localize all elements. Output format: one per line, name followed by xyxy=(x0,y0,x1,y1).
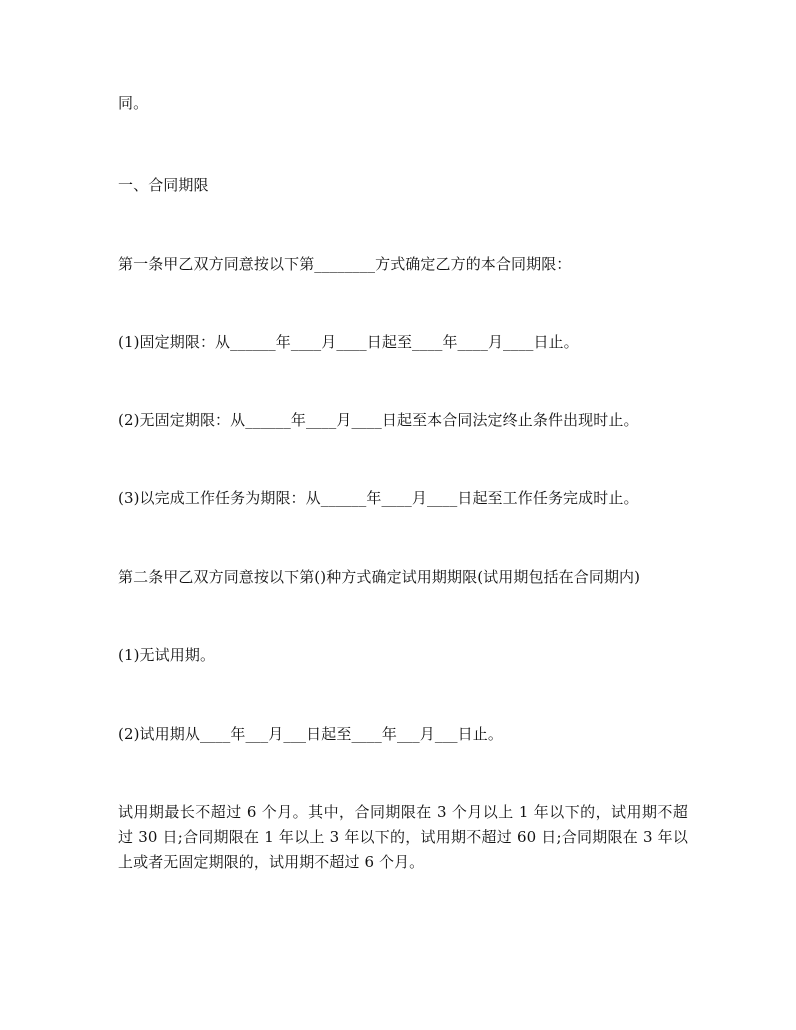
article-two-text: 第二条甲乙双方同意按以下第()种方式确定试用期期限(试用期包括在合同期内) xyxy=(118,568,641,586)
probation-period-option: (2)试用期从____年___月___日起至____年___月___日止。 xyxy=(118,725,503,743)
probation-limit-note: 试用期最长不超过 6 个月。其中，合同期限在 3 个月以上 1 年以下的，试用期不超过 30 日;合同期限在 1 年以上 3 年以下的，试用期不超过 60 日;合同期限在 3 年以上或者无固定期限的，试用期不超过 6 个月。 xyxy=(118,803,688,871)
paragraph-continuation: 同。 xyxy=(118,94,149,112)
open-term-option: (2)无固定期限：从______年____月____日起至本合同法定终止条件出现时止。 xyxy=(118,411,639,429)
no-probation-option: (1)无试用期。 xyxy=(118,646,216,664)
section-heading-contract-term: 一、合同期限 xyxy=(118,176,209,194)
fixed-term-option: (1)固定期限：从______年____月____日起至____年____月____日止。 xyxy=(118,333,579,351)
task-term-option: (3)以完成工作任务为期限：从______年____月____日起至工作任务完成时止。 xyxy=(118,489,639,507)
article-one-text: 第一条甲乙双方同意按以下第________方式确定乙方的本合同期限： xyxy=(118,255,572,273)
